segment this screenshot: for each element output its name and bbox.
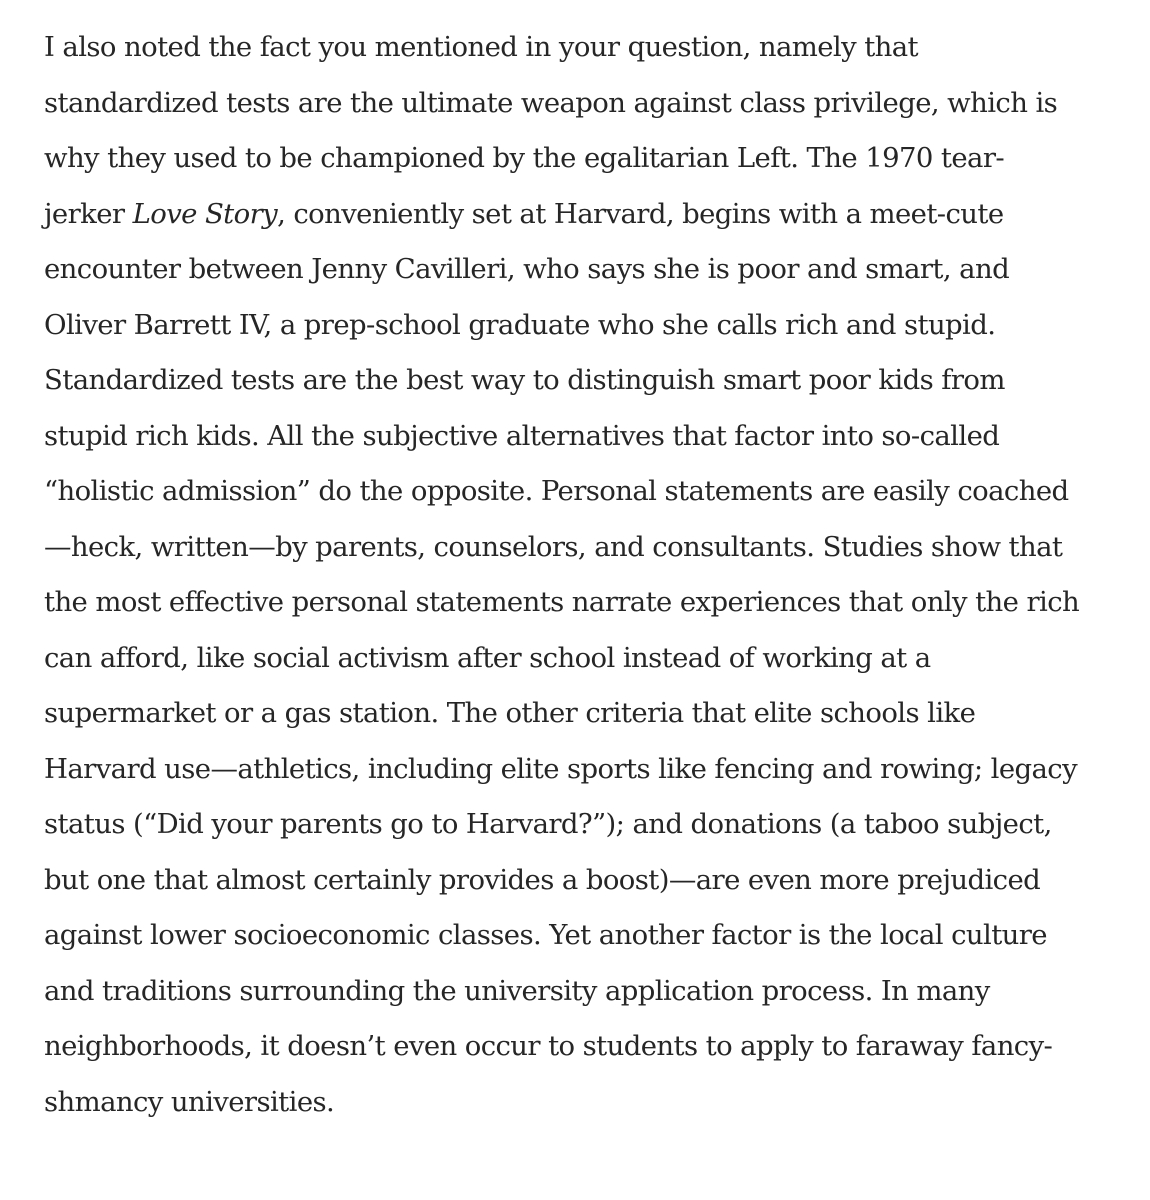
text-segment: supermarket or a gas station. The other criteria that elite schools like (44, 697, 976, 729)
article-paragraph (44, 20, 1134, 1130)
text-line (44, 131, 1134, 187)
text-line (44, 964, 1134, 1020)
text-segment: “holistic admission” do the opposite. Personal statements are easily coached (44, 475, 1069, 507)
italic-title-text: Love Story (132, 197, 278, 230)
text-line (44, 1075, 1134, 1131)
text-line (44, 353, 1134, 409)
text-segment: against lower socioeconomic classes. Yet another factor is the local culture (44, 919, 1047, 951)
text-line (44, 742, 1134, 798)
text-line (44, 1019, 1134, 1075)
text-segment: Standardized tests are the best way to distinguish smart poor kids from (44, 364, 1005, 396)
text-segment: I also noted the fact you mentioned in your question, namely that (44, 31, 919, 63)
text-segment: Oliver Barrett IV, a prep-school graduate who she calls rich and stupid. (44, 308, 996, 341)
text-segment: but one that almost certainly provides a boost)—are even more prejudiced (44, 863, 1041, 896)
text-segment: Harvard use—athletics, including elite sports like fencing and rowing; legacy (44, 752, 1078, 785)
text-line (44, 409, 1134, 465)
text-segment: stupid rich kids. All the subjective alternatives that factor into so-called (44, 419, 1000, 452)
text-segment: and traditions surrounding the university application process. In many (44, 974, 990, 1007)
text-line (44, 631, 1134, 687)
text-line (44, 575, 1134, 631)
text-segment: shmancy universities. (44, 1085, 335, 1118)
text-segment: —heck, written—by parents, counselors, and consultants. Studies show that (44, 530, 1063, 563)
text-segment: neighborhoods, it doesn’t even occur to students to apply to faraway fancy- (44, 1030, 1053, 1062)
text-segment: encounter between Jenny Cavilleri, who says she is poor and smart, and (44, 253, 1010, 285)
text-segment: why they used to be championed by the egalitarian Left. The 1970 tear- (44, 142, 1005, 174)
text-line (44, 20, 1134, 76)
text-line (44, 853, 1134, 909)
text-segment: , conveniently set at Harvard, begins with a meet-cute (277, 197, 1004, 230)
text-segment: can afford, like social activism after school instead of working at a (44, 641, 931, 674)
text-segment: the most effective personal statements narrate experiences that only the rich (44, 586, 1080, 618)
text-line (44, 464, 1134, 520)
text-line (44, 242, 1134, 298)
text-line (44, 298, 1134, 354)
text-line (44, 520, 1134, 576)
text-segment: standardized tests are the ultimate weapon against class privilege, which is (44, 86, 1058, 119)
text-line (44, 908, 1134, 964)
text-segment: status (“Did your parents go to Harvard?”); and donations (a taboo subject, (44, 808, 1052, 840)
text-line (44, 187, 1134, 243)
text-segment: jerker (44, 197, 133, 230)
text-line (44, 686, 1134, 742)
text-line (44, 797, 1134, 853)
text-line (44, 76, 1134, 132)
